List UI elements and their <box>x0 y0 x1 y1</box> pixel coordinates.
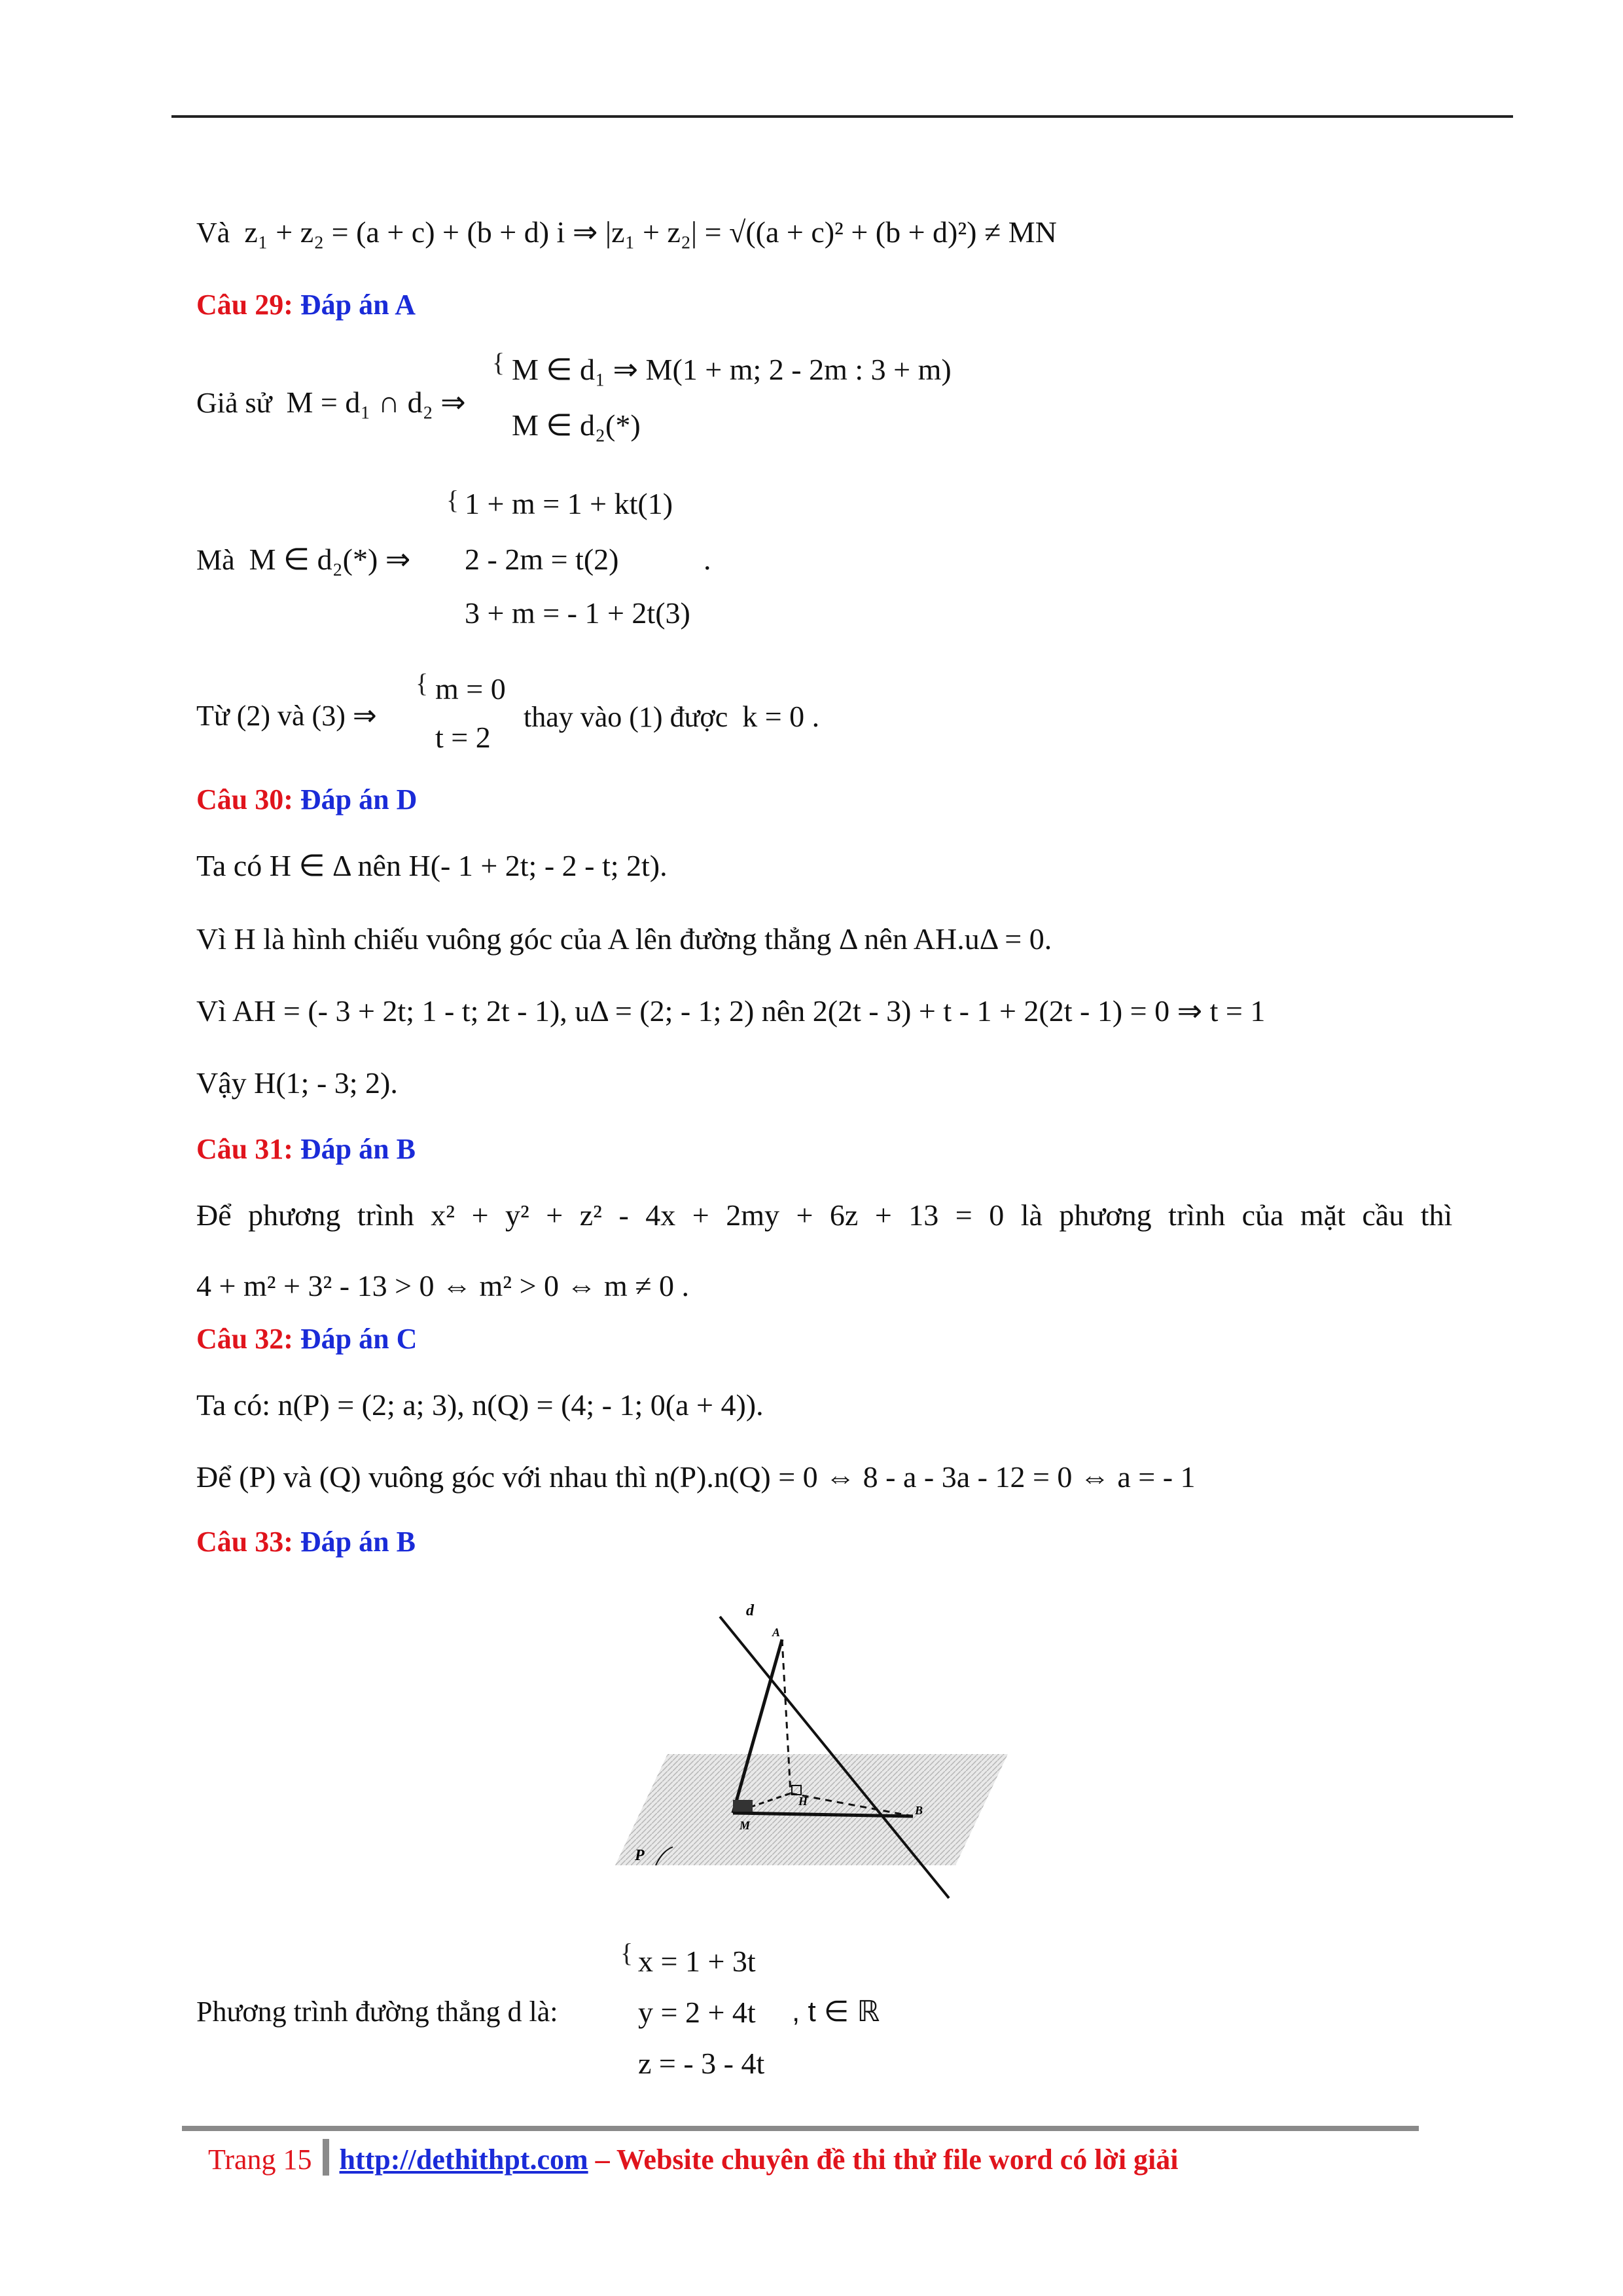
text-mid: thay vào (1) được <box>524 701 728 733</box>
q29-suppose-line <box>196 386 466 420</box>
question-32-heading <box>196 1322 417 1355</box>
q30-line-3: Vì AH = (- 3 + 2t; 1 - t; 2t - 1), uΔ = (2; - 1; 2) nên 2(2t - 3) + t - 1 + 2(2t - 1) = 0 ⇒ t = 1 <box>196 994 1266 1028</box>
text-prefix: Mà <box>196 544 235 576</box>
label-m: M <box>740 1819 751 1832</box>
label-a: A <box>772 1626 781 1639</box>
question-number: Câu 31: <box>196 1133 293 1165</box>
footer <box>208 2139 1179 2176</box>
page-number: Trang 15 <box>208 2144 312 2176</box>
system-row: y = 2 + 4t <box>638 1996 756 2029</box>
marker-m <box>733 1800 753 1812</box>
q29-substitute-text <box>524 700 819 734</box>
label-p: P <box>635 1847 645 1864</box>
q32-line-2: Để (P) và (Q) vuông góc với nhau thì n(P).n(Q) = 0 ⇔ 8 - a - 3a - 12 = 0 ⇔ a = - 1 <box>196 1460 1196 1494</box>
math-expression: M ∈ d₂(*) ⇒ <box>249 543 411 576</box>
site-description: – Website chuyên đề thi thử file word có lời giải <box>595 2144 1179 2176</box>
system-row: m = 0 <box>435 672 506 706</box>
q30-line-1: Ta có H ∈ Δ nên H(- 1 + 2t; - 2 - t; 2t). <box>196 849 668 882</box>
label-d: d <box>746 1602 754 1619</box>
answer-label: Đáp án B <box>300 1526 416 1558</box>
text-prefix: Giả sử <box>196 387 272 419</box>
question-30-heading <box>196 783 417 816</box>
system-row: z = - 3 - 4t <box>638 2047 765 2080</box>
q30-line-2: Vì H là hình chiếu vuông góc của A lên đường thẳng Δ nên AH.uΔ = 0. <box>196 922 1052 956</box>
text-prefix: Và <box>196 217 230 249</box>
q30-line-4: Vậy H(1; - 3; 2). <box>196 1066 398 1100</box>
math-expression: z₁ + z₂ = (a + c) + (b + d) i ⇒ |z₁ + z₂| = √((a + c)² + (b + d)²) ≠ MN <box>244 215 1057 249</box>
q33-line-prefix: Phương trình đường thẳng d là: <box>196 1996 558 2028</box>
question-33-heading <box>196 1525 416 1558</box>
question-number: Câu 29: <box>196 289 293 321</box>
q31-line-2: 4 + m² + 3² - 13 > 0 ⇔ m² > 0 ⇔ m ≠ 0 . <box>196 1269 690 1302</box>
system-row: M ∈ d₁ ⇒ M(1 + m; 2 - 2m : 3 + m) <box>512 353 952 386</box>
question-31-heading <box>196 1132 416 1166</box>
footer-rule <box>182 2126 1419 2131</box>
system-row: 2 - 2m = t(2) <box>465 543 619 576</box>
system-row: M ∈ d₂(*) <box>512 408 641 442</box>
question-number: Câu 33: <box>196 1526 293 1558</box>
system-row: x = 1 + 3t <box>638 1945 756 1978</box>
label-h: H <box>798 1795 808 1808</box>
q32-line-1: Ta có: n(P) = (2; a; 3), n(Q) = (4; - 1; 0(a + 4)). <box>196 1388 764 1422</box>
question-number: Câu 32: <box>196 1323 293 1355</box>
math-expression: M = d₁ ∩ d₂ ⇒ <box>286 386 466 419</box>
system-end-dot: . <box>704 543 711 576</box>
question-29-heading <box>196 288 416 321</box>
brace-icon: { <box>492 348 505 377</box>
q29-from-line <box>196 700 377 732</box>
answer-label: Đáp án C <box>300 1323 418 1355</box>
question-number: Câu 30: <box>196 783 293 816</box>
header-rule <box>171 115 1513 118</box>
label-b: B <box>915 1804 923 1817</box>
answer-label: Đáp án A <box>300 289 416 321</box>
system-row: t = 2 <box>435 721 491 754</box>
footer-divider <box>323 2139 329 2176</box>
site-link[interactable]: http://dethithpt.com <box>339 2144 588 2176</box>
brace-icon: { <box>620 1938 633 1967</box>
brace-icon: { <box>446 485 459 514</box>
brace-icon: { <box>416 668 429 698</box>
geometry-figure <box>615 1577 1021 1905</box>
plane-p <box>615 1754 1008 1865</box>
math-expression: k = 0 . <box>742 700 820 733</box>
answer-label: Đáp án D <box>300 783 418 816</box>
text-prefix: Từ (2) và (3) ⇒ <box>196 700 377 732</box>
system-param: , t ∈ ℝ <box>792 1996 880 2028</box>
system-row: 1 + m = 1 + kt(1) <box>465 487 673 520</box>
sum-modulus-line <box>196 216 1057 249</box>
q29-but-line <box>196 543 410 577</box>
system-row: 3 + m = - 1 + 2t(3) <box>465 596 690 630</box>
answer-label: Đáp án B <box>300 1133 416 1165</box>
q31-line-1: Để phương trình x² + y² + z² - 4x + 2my + 6z + 13 = 0 là phương trình của mặt cầu thì <box>196 1198 1453 1232</box>
